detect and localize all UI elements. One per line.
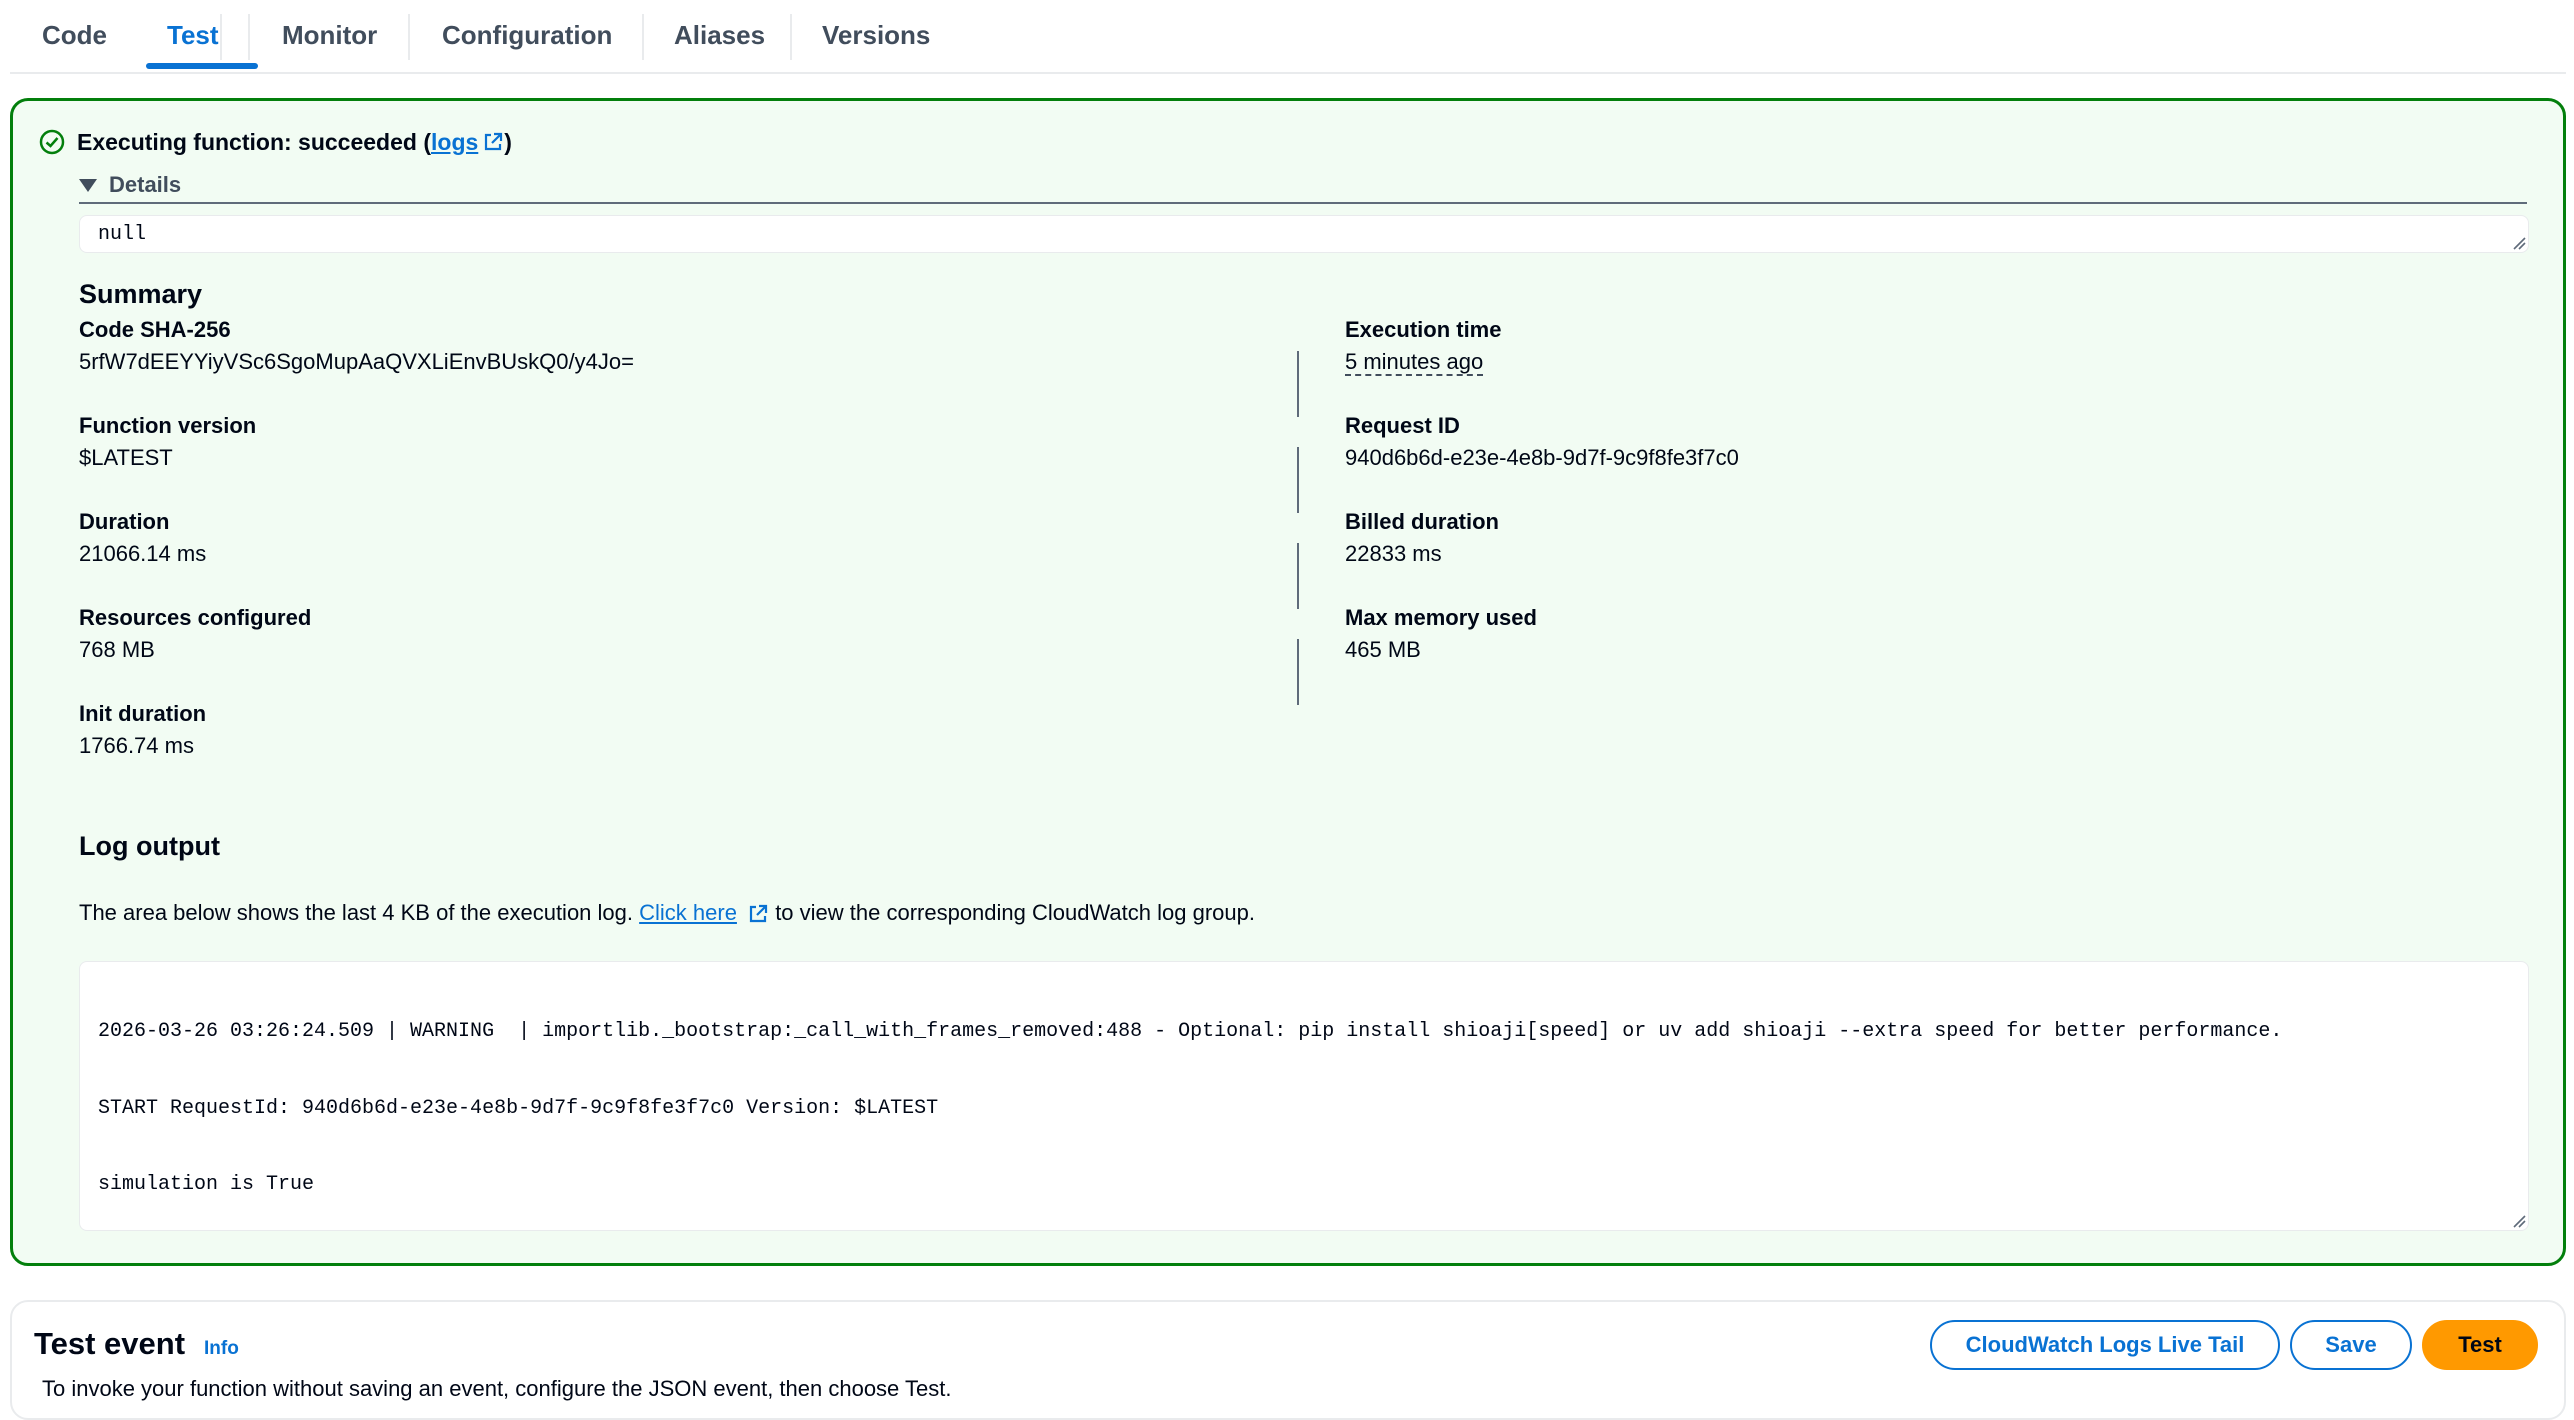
log-desc-suffix: to view the corresponding CloudWatch log group.: [775, 900, 1255, 925]
success-check-icon: [39, 129, 65, 155]
summary-title: Summary: [79, 279, 203, 309]
billed-duration-value: 22833 ms: [1345, 541, 1442, 566]
max-memory-label: Max memory used: [1345, 605, 1537, 630]
request-id-label: Request ID: [1345, 413, 1460, 438]
billed-duration-label: Billed duration: [1345, 509, 1499, 534]
tab-divider: [642, 14, 644, 60]
test-event-description: To invoke your function without saving an event, configure the JSON event, then choose Test.: [42, 1376, 952, 1401]
function-version-label: Function version: [79, 413, 257, 438]
log-line: simulation is True: [98, 1173, 315, 1196]
duration-value: 21066.14 ms: [79, 541, 207, 566]
request-id-field: [1345, 411, 1739, 473]
save-button[interactable]: Save: [2290, 1320, 2412, 1370]
request-id-value: 940d6b6d-e23e-4e8b-9d7f-9c9f8fe3f7c0: [1345, 445, 1739, 470]
function-version-field: [79, 411, 256, 473]
resources-value: 768 MB: [79, 637, 155, 662]
duration-label: Duration: [79, 509, 170, 534]
code-sha-value: 5rfW7dEEYYiyVSc6SgoMupAaQVXLiEnvBUskQ0/y4Jo=: [79, 349, 634, 374]
details-divider: [79, 202, 2527, 204]
tab-configuration[interactable]: Configuration: [442, 19, 613, 50]
cloudwatch-log-group-link[interactable]: Click here: [639, 900, 737, 925]
details-label: Details: [109, 172, 182, 197]
caret-down-icon: [79, 179, 97, 192]
tab-bar: [10, 0, 2566, 74]
tab-divider: [408, 14, 410, 60]
billed-duration-field: [1345, 507, 1499, 569]
log-description: [79, 897, 1255, 929]
cloudwatch-live-tail-button[interactable]: CloudWatch Logs Live Tail: [1930, 1320, 2280, 1370]
function-output[interactable]: [79, 215, 2529, 253]
details-expander[interactable]: [79, 167, 181, 203]
column-divider: [1297, 639, 1299, 705]
tab-divider: [248, 14, 250, 60]
execution-status: [39, 125, 512, 159]
test-button[interactable]: Test: [2422, 1320, 2538, 1370]
output-value: null: [98, 223, 147, 246]
init-duration-value: 1766.74 ms: [79, 733, 194, 758]
execution-time-label: Execution time: [1345, 317, 1502, 342]
code-sha-label: Code SHA-256: [79, 317, 231, 342]
resize-handle-icon[interactable]: [2512, 236, 2526, 250]
max-memory-value: 465 MB: [1345, 637, 1421, 662]
external-link-icon[interactable]: [482, 131, 504, 153]
max-memory-field: [1345, 603, 1537, 665]
resources-label: Resources configured: [79, 605, 312, 630]
tab-test[interactable]: Test: [167, 19, 219, 50]
resources-field: [79, 603, 311, 665]
tab-divider: [220, 14, 222, 60]
init-duration-label: Init duration: [79, 701, 207, 726]
resize-handle-icon[interactable]: [2512, 1214, 2526, 1228]
log-line: START RequestId: 940d6b6d-e23e-4e8b-9d7f-9c9f8fe3f7c0 Version: $LATEST: [98, 1096, 939, 1120]
tab-code[interactable]: Code: [42, 19, 107, 50]
code-sha-field: [79, 315, 634, 377]
log-output-area[interactable]: [79, 961, 2529, 1231]
execution-time-field: [1345, 315, 1501, 377]
info-link[interactable]: Info: [204, 1338, 239, 1359]
logs-link[interactable]: logs: [431, 128, 479, 155]
column-divider: [1297, 447, 1299, 513]
column-divider: [1297, 543, 1299, 609]
status-text-prefix: Executing function: succeeded (: [77, 128, 431, 155]
execution-time-value[interactable]: 5 minutes ago: [1345, 349, 1484, 374]
tab-aliases[interactable]: Aliases: [674, 19, 766, 50]
tab-versions[interactable]: Versions: [822, 19, 931, 50]
log-output-title: Log output: [79, 831, 220, 861]
function-version-value: $LATEST: [79, 445, 173, 470]
column-divider: [1297, 351, 1299, 417]
log-line: 2026-03-26 03:26:24.509 | WARNING | importlib._bootstrap:_call_with_frames_removed:488 - Optional: pip install shioaji[speed] or uv add shioaji --extra speed for better performance.: [98, 1020, 2283, 1043]
init-duration-field: [79, 699, 206, 761]
log-desc-prefix: The area below shows the last 4 KB of the execution log.: [79, 900, 633, 925]
tab-divider: [790, 14, 792, 60]
duration-field: [79, 507, 206, 569]
active-tab-indicator: [146, 63, 258, 69]
status-text-suffix: ): [504, 128, 512, 155]
tab-monitor[interactable]: Monitor: [282, 19, 378, 50]
execution-result-panel: [10, 98, 2566, 1266]
external-link-icon[interactable]: [747, 903, 769, 925]
test-event-title: Test event: [34, 1326, 186, 1361]
